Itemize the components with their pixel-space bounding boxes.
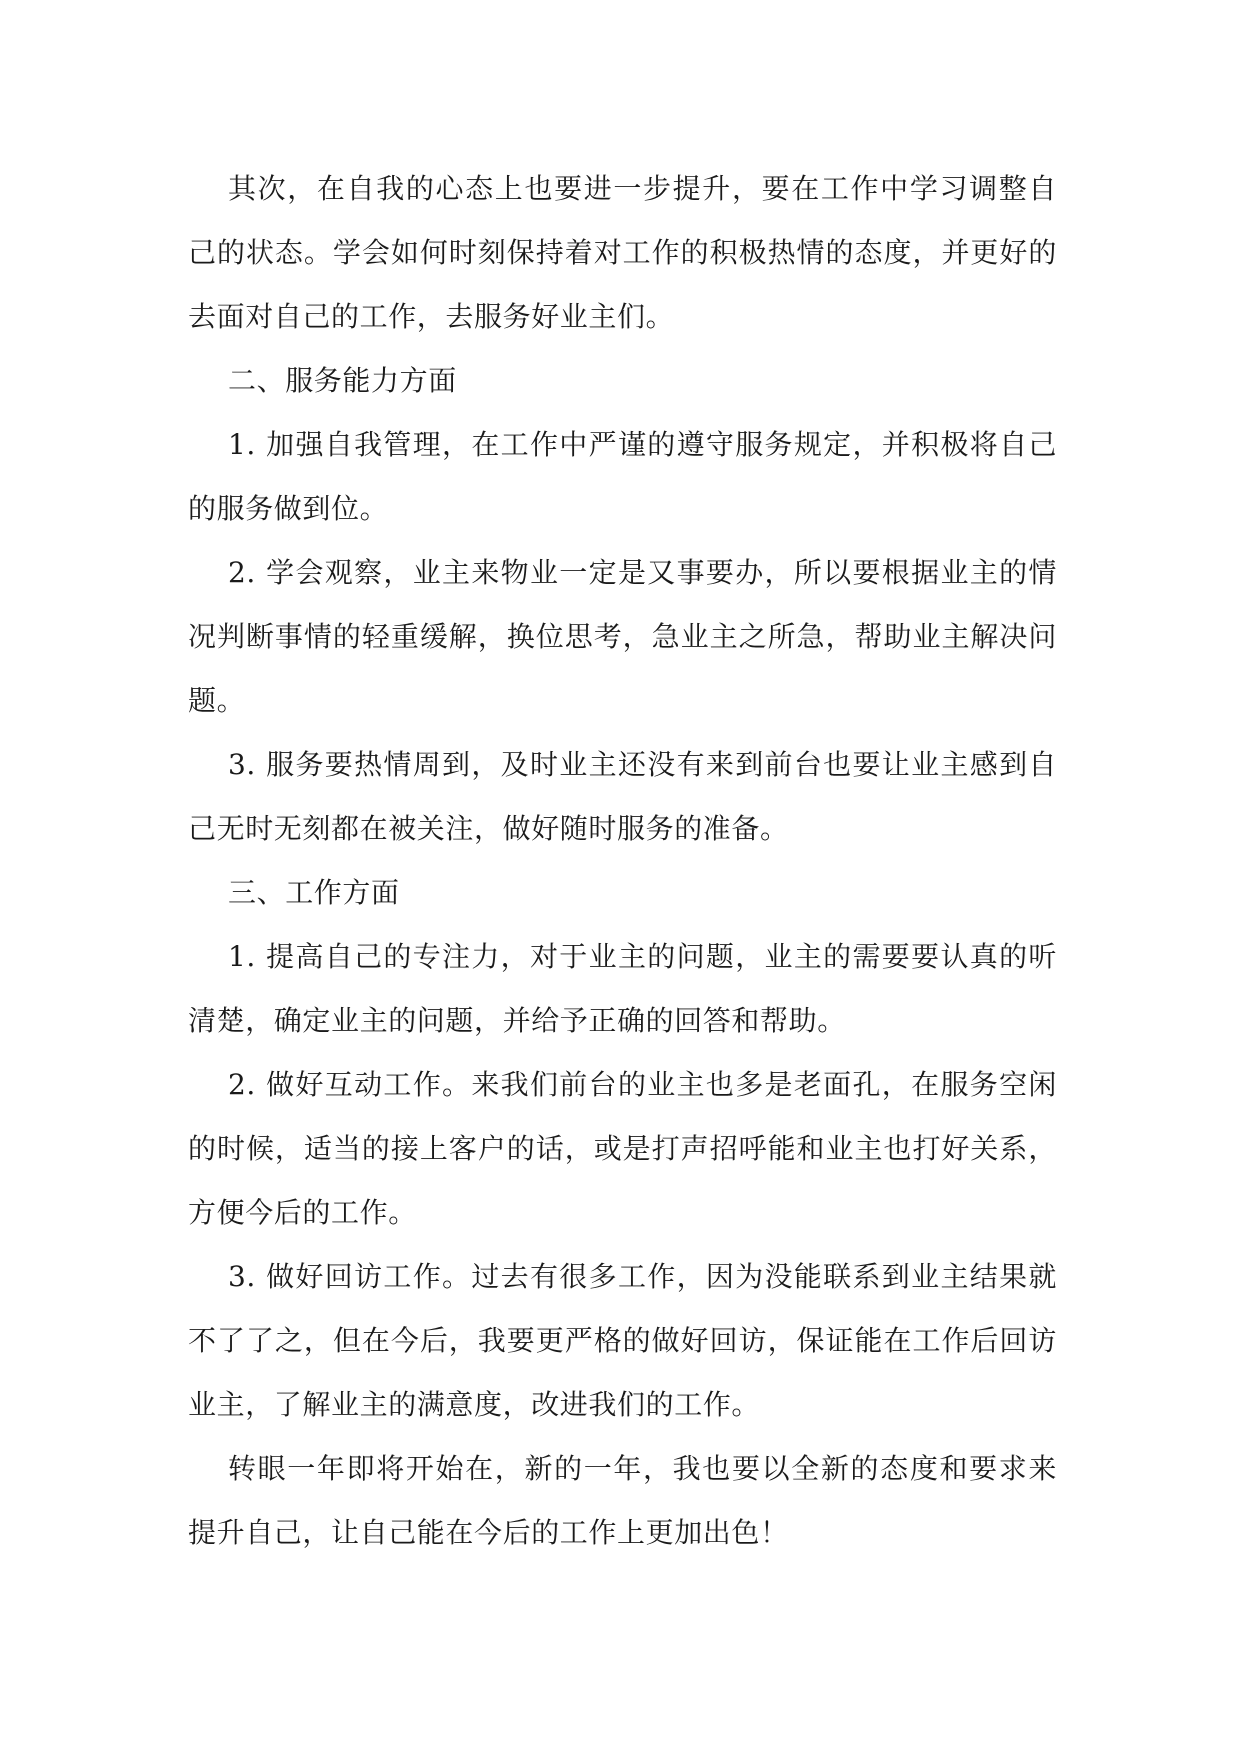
paragraph-work-1: 1. 提高自己的专注力，对于业主的问题，业主的需要要认真的听清楚，确定业主的问题，并给予正确的回答和帮助。 — [188, 940, 1057, 1037]
paragraph-work-3: 3. 做好回访工作。过去有很多工作，因为没能联系到业主结果就不了了之，但在今后，我要更严格的做好回访，保证能在工作后回访业主，了解业主的满意度，改进我们的工作。 — [188, 1260, 1057, 1421]
paragraph-work-2: 2. 做好互动工作。来我们前台的业主也多是老面孔，在服务空闲的时候，适当的接上客户的话，或是打声招呼能和业主也打好关系，方便今后的工作。 — [188, 1068, 1057, 1229]
document-body — [188, 157, 1057, 1565]
section-heading-work: 三、工作方面 — [228, 876, 400, 909]
section-heading-service-ability: 二、服务能力方面 — [228, 364, 457, 397]
paragraph-service-2: 2. 学会观察，业主来物业一定是又事要办，所以要根据业主的情况判断事情的轻重缓解，换位思考，急业主之所急，帮助业主解决问题。 — [188, 556, 1057, 717]
paragraph-service-3: 3. 服务要热情周到，及时业主还没有来到前台也要让业主感到自己无时无刻都在被关注，做好随时服务的准备。 — [188, 748, 1057, 845]
paragraph-service-1: 1. 加强自我管理，在工作中严谨的遵守服务规定，并积极将自己的服务做到位。 — [188, 428, 1057, 525]
paragraph-mindset: 其次，在自我的心态上也要进一步提升，要在工作中学习调整自己的状态。学会如何时刻保持着对工作的积极热情的态度，并更好的去面对自己的工作，去服务好业主们。 — [188, 172, 1057, 333]
paragraph-closing: 转眼一年即将开始在，新的一年，我也要以全新的态度和要求来提升自己，让自己能在今后的工作上更加出色！ — [188, 1452, 1057, 1549]
